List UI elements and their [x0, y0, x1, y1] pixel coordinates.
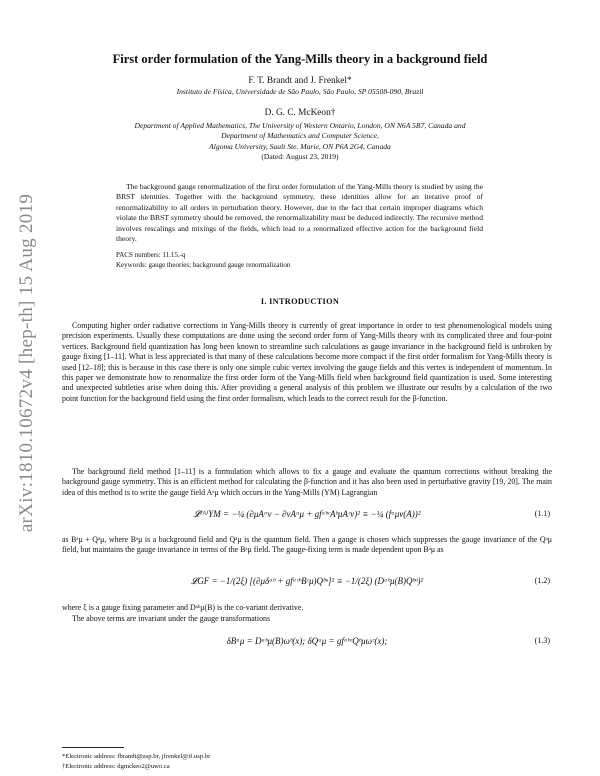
equation-1-3-body: δBᵃμ = Dᵃᵇμ(B)ωᵇ(x); δQᵃμ = gfᵃᵇᶜQᵇμωᶜ(x);	[226, 636, 388, 646]
equation-1-1-number: (1.1)	[534, 509, 550, 518]
affiliation-2-line-3: Algoma University, Sault Ste. Marie, ON P6A 2G4, Canada	[209, 142, 391, 151]
section-heading: I. INTRODUCTION	[260, 297, 340, 306]
equation-1-3	[62, 636, 552, 652]
intro-paragraph-4: where ξ is a gauge fixing parameter and Dᵃᵇμ(B) is the co-variant derivative.	[62, 603, 304, 612]
keywords: Keywords: gauge theories; background gauge renormalization	[116, 261, 291, 269]
pacs-numbers: PACS numbers: 11.15.-q	[116, 251, 186, 259]
arxiv-side-label: arXiv:1810.10672v4 [hep-th] 15 Aug 2019	[16, 193, 37, 532]
intro-paragraph-1: Computing higher order radiative corrections in Yang-Mills theory is currently of great importance in order to test phenomenological models using precision experiments. Usually these computations are done using the second order form of Yang-Mills theory with its complicated three and four-point vertices. Background field quantization has long been known to streamline such calculations as gauge invariance in the background field is unbroken by gauge fixing [1–11]. What is less appreciated is that many of these calculations become more compact if the first order formalism for Yang-Mills theory is used [12–18]; this is because in this case there is only one simple cubic vertex involving the gauge fields and this vertex is independent of momentum. In this paper we demonstrate how to renormalize the first order form of the Yang-Mills field when background field quantization is used. Some interesting and unexpected subtleties arise when doing this. After providing a general analysis of this problem we illustrate our results by a calculation of the two point function for the background field using the first order formalism, which leads to the correct result for the β-function.	[62, 321, 552, 403]
affiliation-2-line-2: Department of Mathematics and Computer Science,	[221, 131, 379, 140]
equation-1-2	[62, 576, 552, 592]
equation-1-2-number: (1.2)	[534, 576, 550, 585]
paper-title: First order formulation of the Yang-Mills theory in a background field	[112, 52, 488, 66]
footnote-2: †Electronic address: dgmckeo2@uwo.ca	[62, 763, 170, 770]
affiliation-2-line-1: Department of Applied Mathematics, The University of Western Ontario, London, ON N6A 5B7, Canada and	[134, 121, 466, 130]
intro-paragraph-3: as Bᵃμ + Qᵃμ, where Bᵃμ is a background field and Qᵃμ is the quantum field. Then a gauge is chosen which suppresses the gauge invariance of the Qᵃμ field, but maintains the gauge invariance in terms of the Bᵃμ field. The gauge-fixing term is made dependent upon Bᵃμ as	[62, 535, 552, 555]
intro-paragraph-2: The background field method [1–11] is a formulation which allows to fix a gauge and evaluate the quantum corrections without breaking the background gauge symmetry. This is an efficient method for calculating the β-function and it has also been used in perturbative gravity [19, 20]. The main idea of this method is to write the gauge field Aᵃμ which occurs in the Yang-Mills (YM) Lagrangian	[62, 467, 552, 497]
equation-1-1-body: 𝓛⁽ᴬ⁾YM = −¼ (∂μAᵃν − ∂νAᵃμ + gfᵃᵇᶜAᵇμAᶜν)² ≡ −¼ (fᵃμν(A))²	[193, 509, 421, 519]
equation-1-1	[62, 509, 552, 525]
footnote-rule	[62, 747, 124, 748]
authors-line-1: F. T. Brandt and J. Frenkel*	[248, 76, 352, 86]
authors-line-2: D. G. C. McKeon†	[264, 108, 336, 118]
intro-paragraph-5: The above terms are invariant under the gauge transformations	[72, 614, 271, 623]
footnote-1: *Electronic address: fbrandt@usp.br, jfrenkel@if.usp.br	[62, 753, 211, 760]
abstract: The background gauge renormalization of the first order formulation of the Yang-Mills theory is studied by using the BRST identities. Together with the background symmetry, these identities allow for an iterative proof of renormalizability to all orders in perturbation theory. However, due to the fact that certain improper diagrams which violate the BRST symmetry should be removed, the renormalizability must be deduced indirectly. The recursive method involves rescalings and mixings of the fields, which lead to a renormalized effective action for the background field theory.	[116, 182, 483, 244]
equation-1-2-body: 𝓛GF = −1/(2ξ) [(∂μδᵃᵇ + gfᵃᶜᵇBᶜμ)Qᵇᵘ]² ≡ −1/(2ξ) (Dᵃᵇμ(B)Qᵇᵘ)²	[190, 576, 424, 586]
equation-1-3-number: (1.3)	[534, 636, 550, 645]
dated: (Dated: August 23, 2019)	[261, 152, 339, 161]
affiliation-1: Instituto de Física, Universidade de São Paulo, São Paulo, SP 05508-090, Brazil	[176, 87, 424, 96]
